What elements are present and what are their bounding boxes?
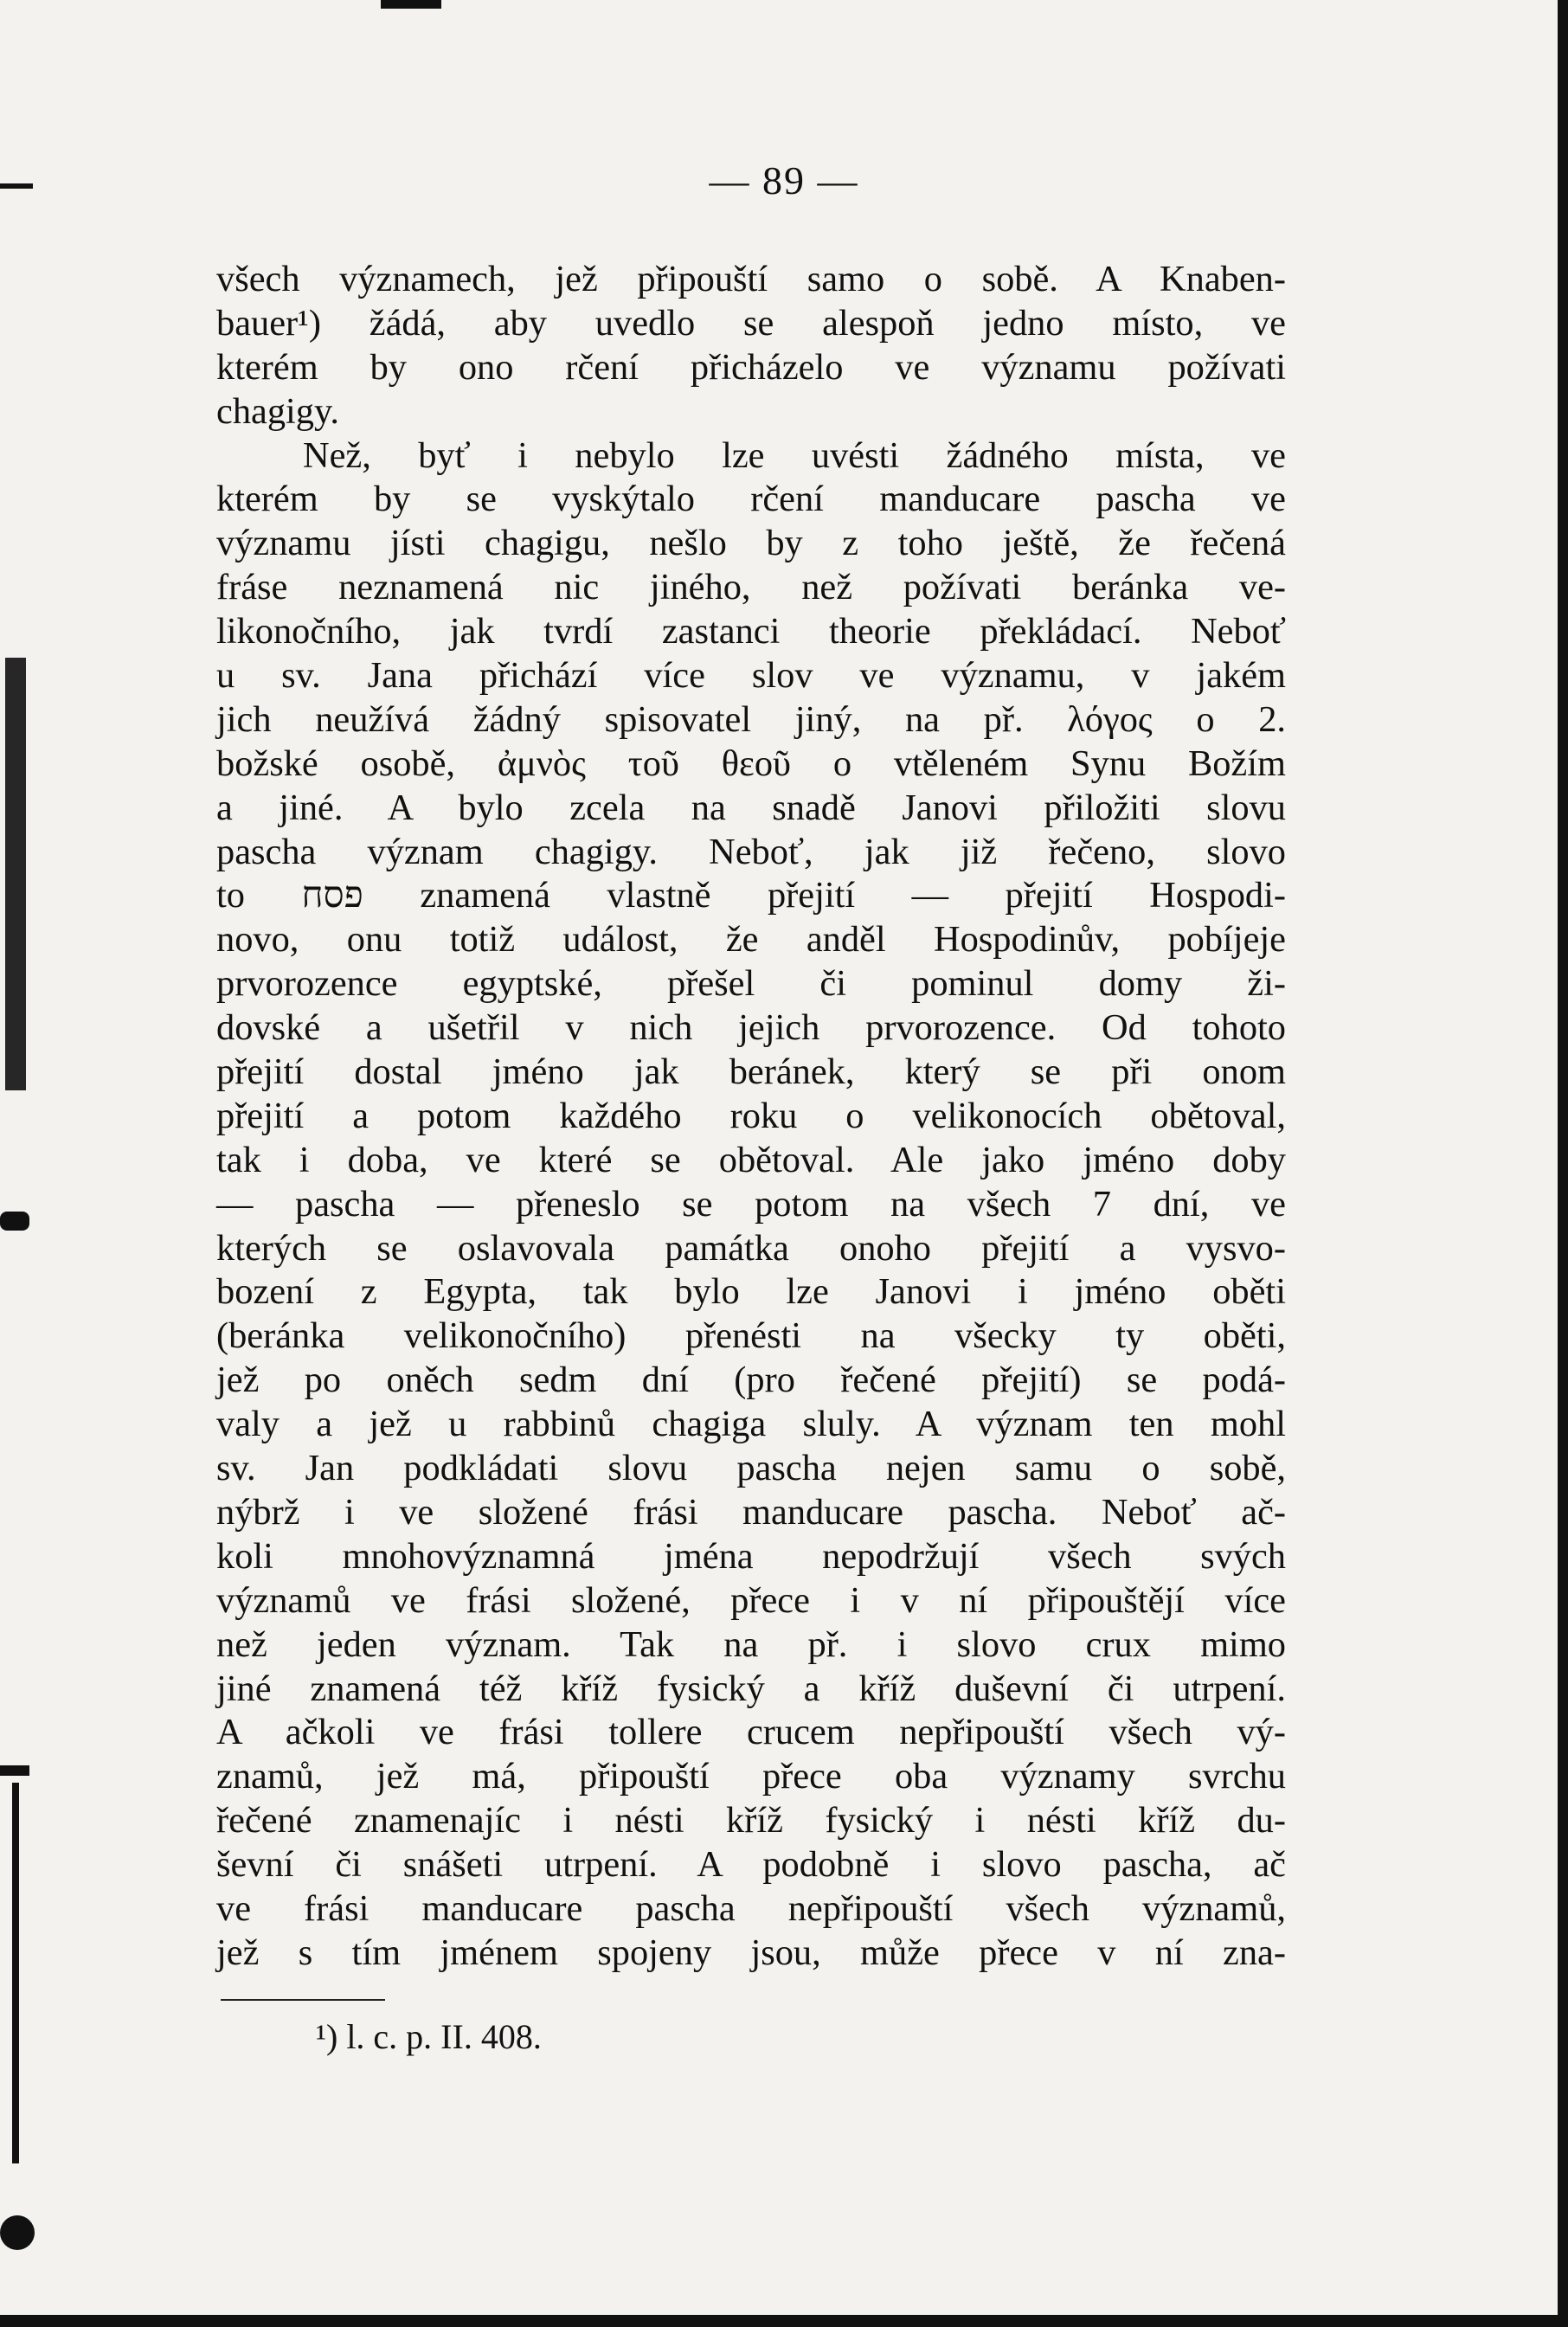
- text-line: (beránka velikonočního) přenésti na všecky ty oběti,: [216, 1315, 1286, 1357]
- text-line: ve frási manducare pascha nepřipouští všech významů,: [216, 1887, 1286, 1929]
- text-line: kterém by ono rčení přicházelo ve významu požívati: [216, 346, 1286, 388]
- text-line: řečené znamenajíc i nésti kříž fysický i nésti kříž du-: [216, 1800, 1286, 1842]
- text-line: u sv. Jana přichází více slov ve významu, v jakém: [216, 655, 1286, 697]
- text-line: božské osobě, ἀμνὸς τοῦ θεοῦ o vtěleném Synu Božím: [216, 742, 1286, 784]
- text-line: přejití dostal jméno jak beránek, který se při onom: [216, 1051, 1286, 1093]
- text-line: prvorozence egyptské, přešel či pominul domy ži-: [216, 963, 1286, 1005]
- text-line: tak i doba, ve které se obětoval. Ale jako jméno doby: [216, 1139, 1286, 1180]
- text-line: významu jísti chagigu, nešlo by z toho ještě, že řečená: [216, 523, 1286, 564]
- text-line: Než, byť i nebylo lze uvésti žádného místa, ve: [303, 434, 1286, 476]
- text-line: dovské a ušetřil v nich jejich prvorozence. Od tohoto: [216, 1007, 1286, 1049]
- scan-edge-mark: [0, 1212, 29, 1231]
- scan-edge-mark: [12, 1783, 19, 2163]
- text-line: jiné znamená též kříž fysický a kříž duševní či utrpení.: [216, 1668, 1286, 1709]
- scan-edge-mark: [0, 2315, 1568, 2327]
- text-line: — pascha — přeneslo se potom na všech 7 dní, ve: [216, 1183, 1286, 1225]
- body-text: [216, 258, 1286, 1976]
- text-line: bauer¹) žádá, aby uvedlo se alespoň jedno místo, ve: [216, 302, 1286, 344]
- text-line: valy a jež u rabbinů chagiga sluly. A význam ten mohl: [216, 1404, 1286, 1445]
- text-line: chagigy.: [216, 390, 340, 432]
- text-line: A ačkoli ve frási tollere crucem nepřipouští všech vý-: [216, 1712, 1286, 1753]
- text-line: jich neužívá žádný spisovatel jiný, na př. λόγος o 2.: [216, 698, 1286, 740]
- scan-edge-mark: [5, 658, 26, 1090]
- text-line: koli mnohovýznamná jména nepodržují všech svých: [216, 1535, 1286, 1577]
- text-line: sv. Jan podkládati slovu pascha nejen samu o sobě,: [216, 1448, 1286, 1489]
- text-line: ševní či snášeti utrpení. A podobně i slovo pascha, ač: [216, 1844, 1286, 1886]
- text-line: to פסח znamená vlastně přejití — přejití Hospodi-: [216, 875, 1286, 916]
- page-number: — 89 —: [709, 158, 859, 202]
- text-line: než jeden význam. Tak na př. i slovo crux mimo: [216, 1623, 1286, 1665]
- text-line: fráse neznamená nic jiného, než požívati beránka ve-: [216, 567, 1286, 608]
- text-line: přejití a potom každého roku o velikonocích obětoval,: [216, 1095, 1286, 1136]
- text-line: likonočního, jak tvrdí zastanci theorie překládací. Neboť: [216, 611, 1286, 652]
- text-line: pascha význam chagigy. Neboť, jak již řečeno, slovo: [216, 831, 1286, 872]
- text-line: kterých se oslavovala památka onoho přejití a vysvo-: [216, 1227, 1286, 1269]
- text-line: významů ve frási složené, přece i v ní připouštějí více: [216, 1579, 1286, 1621]
- text-line: nýbrž i ve složené frási manducare pascha. Neboť ač-: [216, 1491, 1286, 1533]
- text-line: jež s tím jménem spojeny jsou, může přece v ní zna-: [216, 1932, 1286, 1973]
- scan-edge-mark: [1558, 0, 1568, 2327]
- footnote: ¹) l. c. p. II. 408.: [316, 2017, 542, 2056]
- scan-edge-mark: [381, 0, 441, 9]
- scan-edge-mark: [0, 1765, 29, 1776]
- text-line: bození z Egypta, tak bylo lze Janovi i jméno oběti: [216, 1271, 1286, 1313]
- scan-edge-mark: [0, 2215, 35, 2250]
- text-line: všech významech, jež připouští samo o sobě. A Knaben-: [216, 259, 1286, 299]
- text-line: kterém by se vyskýtalo rčení manducare pascha ve: [216, 479, 1286, 520]
- footnote-divider: [221, 1999, 385, 2001]
- text-line: a jiné. A bylo zcela na snadě Janovi přiložiti slovu: [216, 787, 1286, 828]
- text-line: znamů, jež má, připouští přece oba významy svrchu: [216, 1756, 1286, 1797]
- text-line: novo, onu totiž událost, že anděl Hospodinův, pobíjeje: [216, 919, 1286, 961]
- text-line: jež po oněch sedm dní (pro řečené přejití) se podá-: [216, 1360, 1286, 1401]
